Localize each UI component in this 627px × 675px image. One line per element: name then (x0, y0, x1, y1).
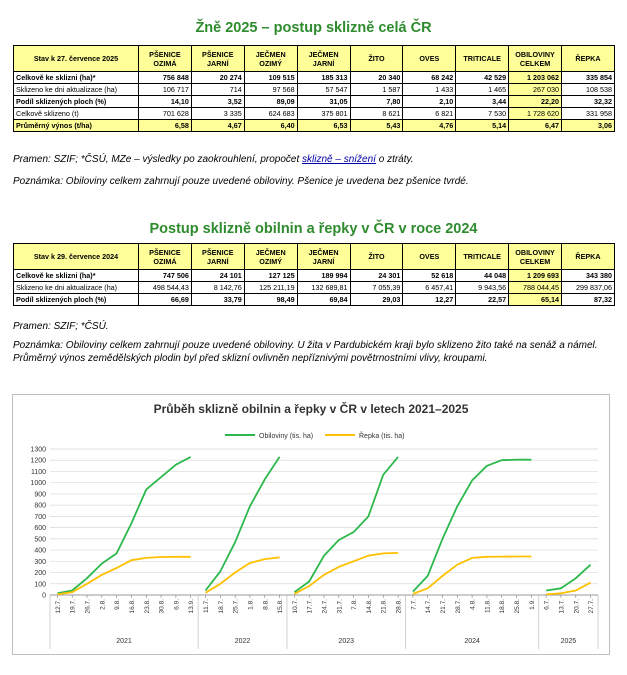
x-tick-label: 21.8. (380, 599, 388, 614)
table-cell: 52 618 (403, 270, 456, 282)
table-cell: 185 313 (297, 72, 350, 84)
table-header-row (14, 244, 615, 270)
x-tick-label: 12.7. (54, 599, 62, 614)
x-tick-label: 20.7. (573, 599, 581, 614)
table-cell: 3,06 (562, 120, 615, 132)
table-row (14, 270, 615, 282)
table-row (14, 294, 615, 306)
note-2024: Poznámka: Obiloviny celkem zahrnují pouze uvedené obiloviny. U žita v Pardubickém kraji bylo sklizeno žito také na senáž a námel. Průměrný výnos zemědělských plodin byl před sklizní ovlivněn nepříznivými povětrnostními vlivy, kroupami. (13, 340, 598, 364)
table-cell: 1 587 (350, 84, 403, 96)
row-label: Podíl sklizených ploch (%) (14, 96, 139, 108)
y-tick-label: 400 (34, 547, 46, 555)
y-tick-label: 900 (34, 491, 46, 499)
table-cell: 20 340 (350, 72, 403, 84)
column-header: ŽITO (350, 244, 403, 270)
x-tick-label: 1.9. (528, 599, 536, 610)
chart-title: Průběh sklizně obilnin a řepky v ČR v letech 2021–2025 (153, 402, 469, 416)
column-header: OBILOVINY CELKEM (509, 244, 562, 270)
table-cell: 66,69 (139, 294, 192, 306)
table-cell: 6,47 (509, 120, 562, 132)
x-tick-label: 16.8. (128, 599, 136, 614)
x-tick-label: 19.7. (69, 599, 77, 614)
x-tick-label: 6.7. (543, 599, 551, 610)
table-cell: 109 515 (244, 72, 297, 84)
table-cell: 69,84 (297, 294, 350, 306)
row-label: Celkově sklizeno (t) (14, 108, 139, 120)
y-tick-label: 1000 (30, 480, 46, 488)
column-header: PŠENICE OZIMÁ (139, 244, 192, 270)
x-tick-label: 25.8. (514, 599, 522, 614)
row-label: Průměrný výnos (t/ha) (14, 120, 139, 132)
table-cell: 22,57 (456, 294, 509, 306)
series-line (294, 553, 398, 594)
group-year-label: 2023 (338, 638, 355, 645)
column-header: PŠENICE JARNÍ (191, 244, 244, 270)
y-tick-label: 200 (34, 570, 46, 578)
table-cell: 5,43 (350, 120, 403, 132)
source-text: Pramen: SZIF; *ČSÚ, MZe – výsledky po zaokrouhlení, propočet (13, 154, 303, 165)
table-cell: 125 211,19 (244, 282, 297, 294)
column-header: PŠENICE OZIMÁ (139, 46, 192, 72)
y-tick-label: 1300 (30, 446, 46, 454)
x-tick-label: 26.7. (84, 599, 92, 614)
table-cell: 1 433 (403, 84, 456, 96)
column-header: ŘEPKA (562, 46, 615, 72)
x-tick-label: 21.7. (439, 599, 447, 614)
table-cell: 6,40 (244, 120, 297, 132)
table-cell: 44 048 (456, 270, 509, 282)
x-tick-label: 11.8. (484, 599, 492, 613)
table-cell: 1 209 693 (509, 270, 562, 282)
table-cell: 4,67 (191, 120, 244, 132)
table-cell: 4,76 (403, 120, 456, 132)
table-cell: 42 529 (456, 72, 509, 84)
y-tick-label: 600 (34, 525, 46, 533)
harvest-table-2024 (13, 243, 615, 306)
table-cell: 20 274 (191, 72, 244, 84)
x-tick-label: 18.7. (217, 599, 225, 614)
x-tick-label: 24.7. (321, 599, 329, 614)
series-line (294, 457, 398, 592)
table-cell: 31,05 (297, 96, 350, 108)
table-cell: 6,58 (139, 120, 192, 132)
x-tick-label: 23.8. (143, 599, 151, 614)
table-cell: 5,14 (456, 120, 509, 132)
x-tick-label: 17.7. (306, 599, 314, 614)
series-line (57, 557, 190, 595)
table-cell: 9 943,56 (456, 282, 509, 294)
table-cell: 106 717 (139, 84, 192, 96)
y-tick-label: 300 (34, 558, 46, 566)
table-cell: 12,27 (403, 294, 456, 306)
table-cell: 343 380 (562, 270, 615, 282)
y-tick-label: 100 (34, 581, 46, 589)
row-label: Sklizeno ke dni aktualizace (ha) (14, 282, 139, 294)
table-cell: 65,14 (509, 294, 562, 306)
source-2024: Pramen: SZIF; *ČSÚ. (13, 321, 109, 332)
table-cell: 701 628 (139, 108, 192, 120)
x-tick-label: 1.8. (247, 599, 255, 610)
group-year-label: 2024 (464, 638, 480, 645)
x-tick-label: 27.7. (588, 599, 596, 614)
table-cell: 7,80 (350, 96, 403, 108)
harvest-chart (12, 394, 610, 655)
table-header-row (14, 46, 615, 72)
table-cell: 7 530 (456, 108, 509, 120)
table-cell: 714 (191, 84, 244, 96)
y-tick-label: 1100 (30, 468, 46, 476)
series-line (413, 557, 532, 594)
table-cell: 747 506 (139, 270, 192, 282)
table-cell: 57 547 (297, 84, 350, 96)
table-cell: 3,44 (456, 96, 509, 108)
y-tick-label: 0 (42, 592, 46, 600)
row-label: Celkově ke sklizni (ha)* (14, 270, 139, 282)
table-cell: 14,10 (139, 96, 192, 108)
table-cell: 24 301 (350, 270, 403, 282)
column-header: JEČMEN JARNÍ (297, 244, 350, 270)
column-header: TRITICALE (456, 244, 509, 270)
table-cell: 331 958 (562, 108, 615, 120)
note-2025: Poznámka: Obiloviny celkem zahrnují pouze uvedené obiloviny. Pšenice je uvedena bez pšenice tvrdé. (13, 176, 469, 187)
table-cell: 335 854 (562, 72, 615, 84)
group-year-label: 2025 (560, 638, 577, 645)
table-row (14, 96, 615, 108)
column-header: OBILOVINY CELKEM (509, 46, 562, 72)
column-header: JEČMEN OZIMÝ (244, 46, 297, 72)
x-tick-label: 9.8. (114, 599, 122, 610)
table-cell: 97 568 (244, 84, 297, 96)
table-cell: 8 142,76 (191, 282, 244, 294)
table-cell: 132 689,81 (297, 282, 350, 294)
series-line (206, 457, 280, 591)
x-tick-label: 10.7. (291, 599, 299, 614)
column-header: JEČMEN OZIMÝ (244, 244, 297, 270)
x-tick-label: 8.8. (262, 599, 270, 610)
table-cell: 108 538 (562, 84, 615, 96)
column-header: Stav k 29. července 2024 (14, 244, 139, 270)
column-header: OVES (403, 46, 456, 72)
source-link[interactable]: sklizně – snížení (302, 154, 376, 165)
x-tick-label: 14.7. (425, 599, 433, 614)
column-header: Stav k 27. července 2025 (14, 46, 139, 72)
table-cell: 22,20 (509, 96, 562, 108)
table-cell: 498 544,43 (139, 282, 192, 294)
x-tick-label: 31.7. (336, 599, 344, 614)
table-cell: 1 728 620 (509, 108, 562, 120)
table-cell: 756 848 (139, 72, 192, 84)
x-tick-label: 2.8. (99, 599, 107, 610)
x-tick-label: 14.8. (365, 599, 373, 614)
table-cell: 189 994 (297, 270, 350, 282)
table-cell: 33,79 (191, 294, 244, 306)
row-label: Celkově ke sklizni (ha)* (14, 72, 139, 84)
x-tick-label: 7.8. (351, 599, 359, 610)
table-2025-title: Žně 2025 – postup sklizně celá ČR (195, 20, 432, 36)
source-suffix: o ztráty. (375, 154, 414, 165)
table-2024-title: Postup sklizně obilnin a řepky v ČR v roce 2024 (149, 221, 478, 237)
x-tick-label: 11.7. (203, 599, 211, 613)
table-cell: 29,03 (350, 294, 403, 306)
y-tick-label: 1200 (30, 457, 46, 465)
legend-label: Řepka (tis. ha) (359, 433, 405, 440)
table-cell: 624 683 (244, 108, 297, 120)
x-tick-label: 13.9. (188, 599, 196, 614)
x-tick-label: 7.7. (410, 599, 418, 610)
x-tick-label: 25.7. (232, 599, 240, 614)
column-header: OVES (403, 244, 456, 270)
y-tick-label: 800 (34, 502, 46, 510)
table-cell: 1 465 (456, 84, 509, 96)
x-tick-label: 28.8. (395, 599, 403, 614)
legend-label: Obiloviny (tis. ha) (259, 433, 314, 440)
column-header: ŘEPKA (562, 244, 615, 270)
group-year-label: 2022 (234, 638, 251, 645)
table-row (14, 282, 615, 294)
table-cell: 299 837,06 (562, 282, 615, 294)
table-cell: 7 055,39 (350, 282, 403, 294)
table-cell: 8 621 (350, 108, 403, 120)
table-cell: 127 125 (244, 270, 297, 282)
table-cell: 32,32 (562, 96, 615, 108)
table-cell: 24 101 (191, 270, 244, 282)
table-row (14, 84, 615, 96)
table-cell: 6 457,41 (403, 282, 456, 294)
table-cell: 87,32 (562, 294, 615, 306)
table-cell: 89,09 (244, 96, 297, 108)
x-tick-label: 30.8. (158, 599, 166, 614)
table-cell: 2,10 (403, 96, 456, 108)
x-tick-label: 4.8. (469, 599, 477, 610)
harvest-line-chart (13, 395, 609, 654)
table-cell: 375 801 (297, 108, 350, 120)
x-tick-label: 15.8. (277, 599, 285, 614)
table-cell: 98,49 (244, 294, 297, 306)
table-row (14, 108, 615, 120)
row-label: Podíl sklizených ploch (%) (14, 294, 139, 306)
table-cell: 267 030 (509, 84, 562, 96)
group-year-label: 2021 (116, 638, 132, 645)
row-label: Sklizeno ke dni aktualizace (ha) (14, 84, 139, 96)
column-header: ŽITO (350, 46, 403, 72)
table-cell: 6 821 (403, 108, 456, 120)
table-cell: 3,52 (191, 96, 244, 108)
series-line (546, 583, 590, 595)
table-cell: 3 335 (191, 108, 244, 120)
x-tick-label: 18.8. (499, 599, 507, 614)
column-header: TRITICALE (456, 46, 509, 72)
y-tick-label: 700 (34, 513, 46, 521)
table-row (14, 120, 615, 132)
table-cell: 788 044,45 (509, 282, 562, 294)
harvest-table-2025 (13, 45, 615, 132)
column-header: PŠENICE JARNÍ (191, 46, 244, 72)
source-2025 (13, 153, 615, 166)
table-cell: 6,53 (297, 120, 350, 132)
table-cell: 68 242 (403, 72, 456, 84)
table-row (14, 72, 615, 84)
column-header: JEČMEN JARNÍ (297, 46, 350, 72)
series-line (413, 460, 532, 592)
x-tick-label: 6.9. (173, 599, 181, 610)
table-cell: 1 203 062 (509, 72, 562, 84)
x-tick-label: 13.7. (558, 599, 566, 614)
y-tick-label: 500 (34, 536, 46, 544)
x-tick-label: 28.7. (454, 599, 462, 614)
